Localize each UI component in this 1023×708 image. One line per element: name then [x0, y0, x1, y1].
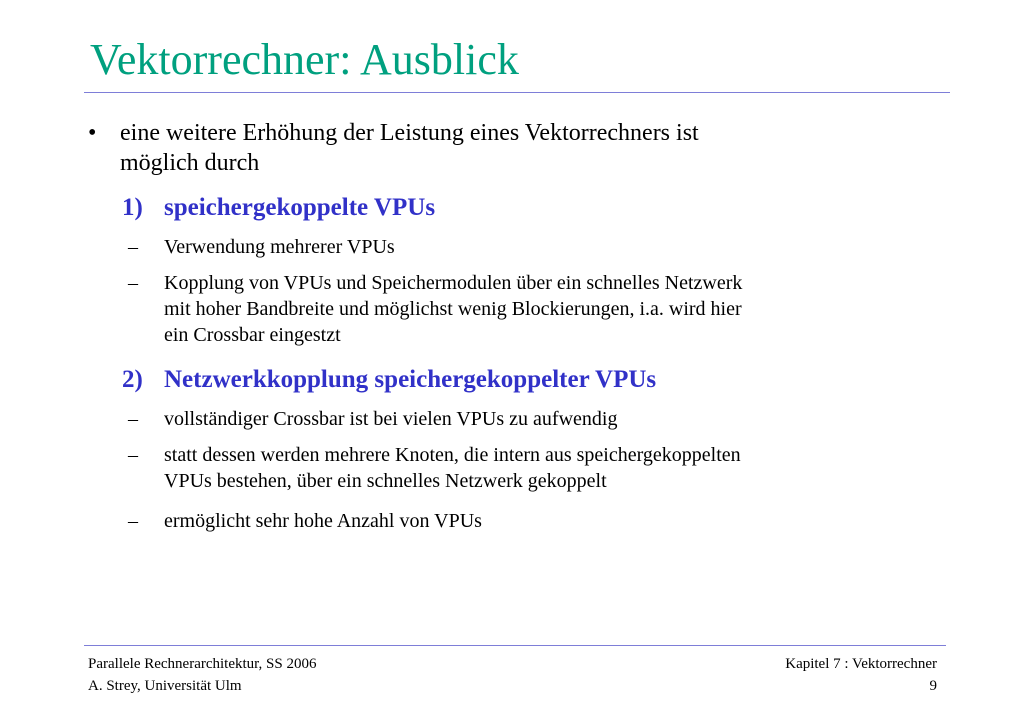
footer-right: [785, 653, 937, 697]
sub-item-line: ein Crossbar eingestzt: [164, 324, 341, 346]
slide-title: Vektorrechner: Ausblick: [90, 35, 519, 84]
section-heading-2: [122, 365, 656, 395]
dash-marker: –: [128, 272, 138, 294]
sub-item-line: Kopplung von VPUs und Speichermodulen über ein schnelles Netzwerk: [164, 272, 743, 294]
section-heading-1: [122, 193, 435, 223]
footer-divider: [84, 645, 946, 646]
main-bullet-line: eine weitere Erhöhung der Leistung eines Vektorrechners ist: [120, 120, 699, 146]
main-bullet-line: möglich durch: [120, 150, 260, 176]
bullet-marker: •: [88, 120, 97, 146]
title-divider: [84, 92, 950, 93]
sub-item-line: VPUs bestehen, über ein schnelles Netzwerk gekoppelt: [164, 470, 607, 492]
sub-item-line: mit hoher Bandbreite und möglichst wenig Blockierungen, i.a. wird hier: [164, 298, 742, 320]
sub-item-line: ermöglicht sehr hohe Anzahl von VPUs: [164, 510, 482, 532]
section-number: 1): [122, 194, 143, 221]
footer-chapter: Kapitel 7 : Vektorrechner: [785, 656, 937, 672]
section-number: 2): [122, 366, 143, 393]
footer-course: Parallele Rechnerarchitektur, SS 2006: [88, 656, 317, 672]
dash-marker: –: [128, 444, 138, 466]
dash-marker: –: [128, 408, 138, 430]
dash-marker: –: [128, 510, 138, 532]
sub-item-line: vollständiger Crossbar ist bei vielen VPUs zu aufwendig: [164, 408, 618, 430]
page-number: 9: [929, 678, 937, 694]
sub-item-line: Verwendung mehrerer VPUs: [164, 236, 395, 258]
main-bullet-text: [120, 118, 910, 178]
footer-author: A. Strey, Universität Ulm: [88, 678, 242, 694]
dash-marker: –: [128, 236, 138, 258]
footer-left: [88, 653, 317, 697]
sub-item-line: statt dessen werden mehrere Knoten, die intern aus speichergekoppelten: [164, 444, 741, 466]
section-heading-text: speichergekoppelte VPUs: [164, 194, 436, 221]
section-heading-text: Netzwerkkopplung speichergekoppelter VPUs: [164, 366, 657, 393]
